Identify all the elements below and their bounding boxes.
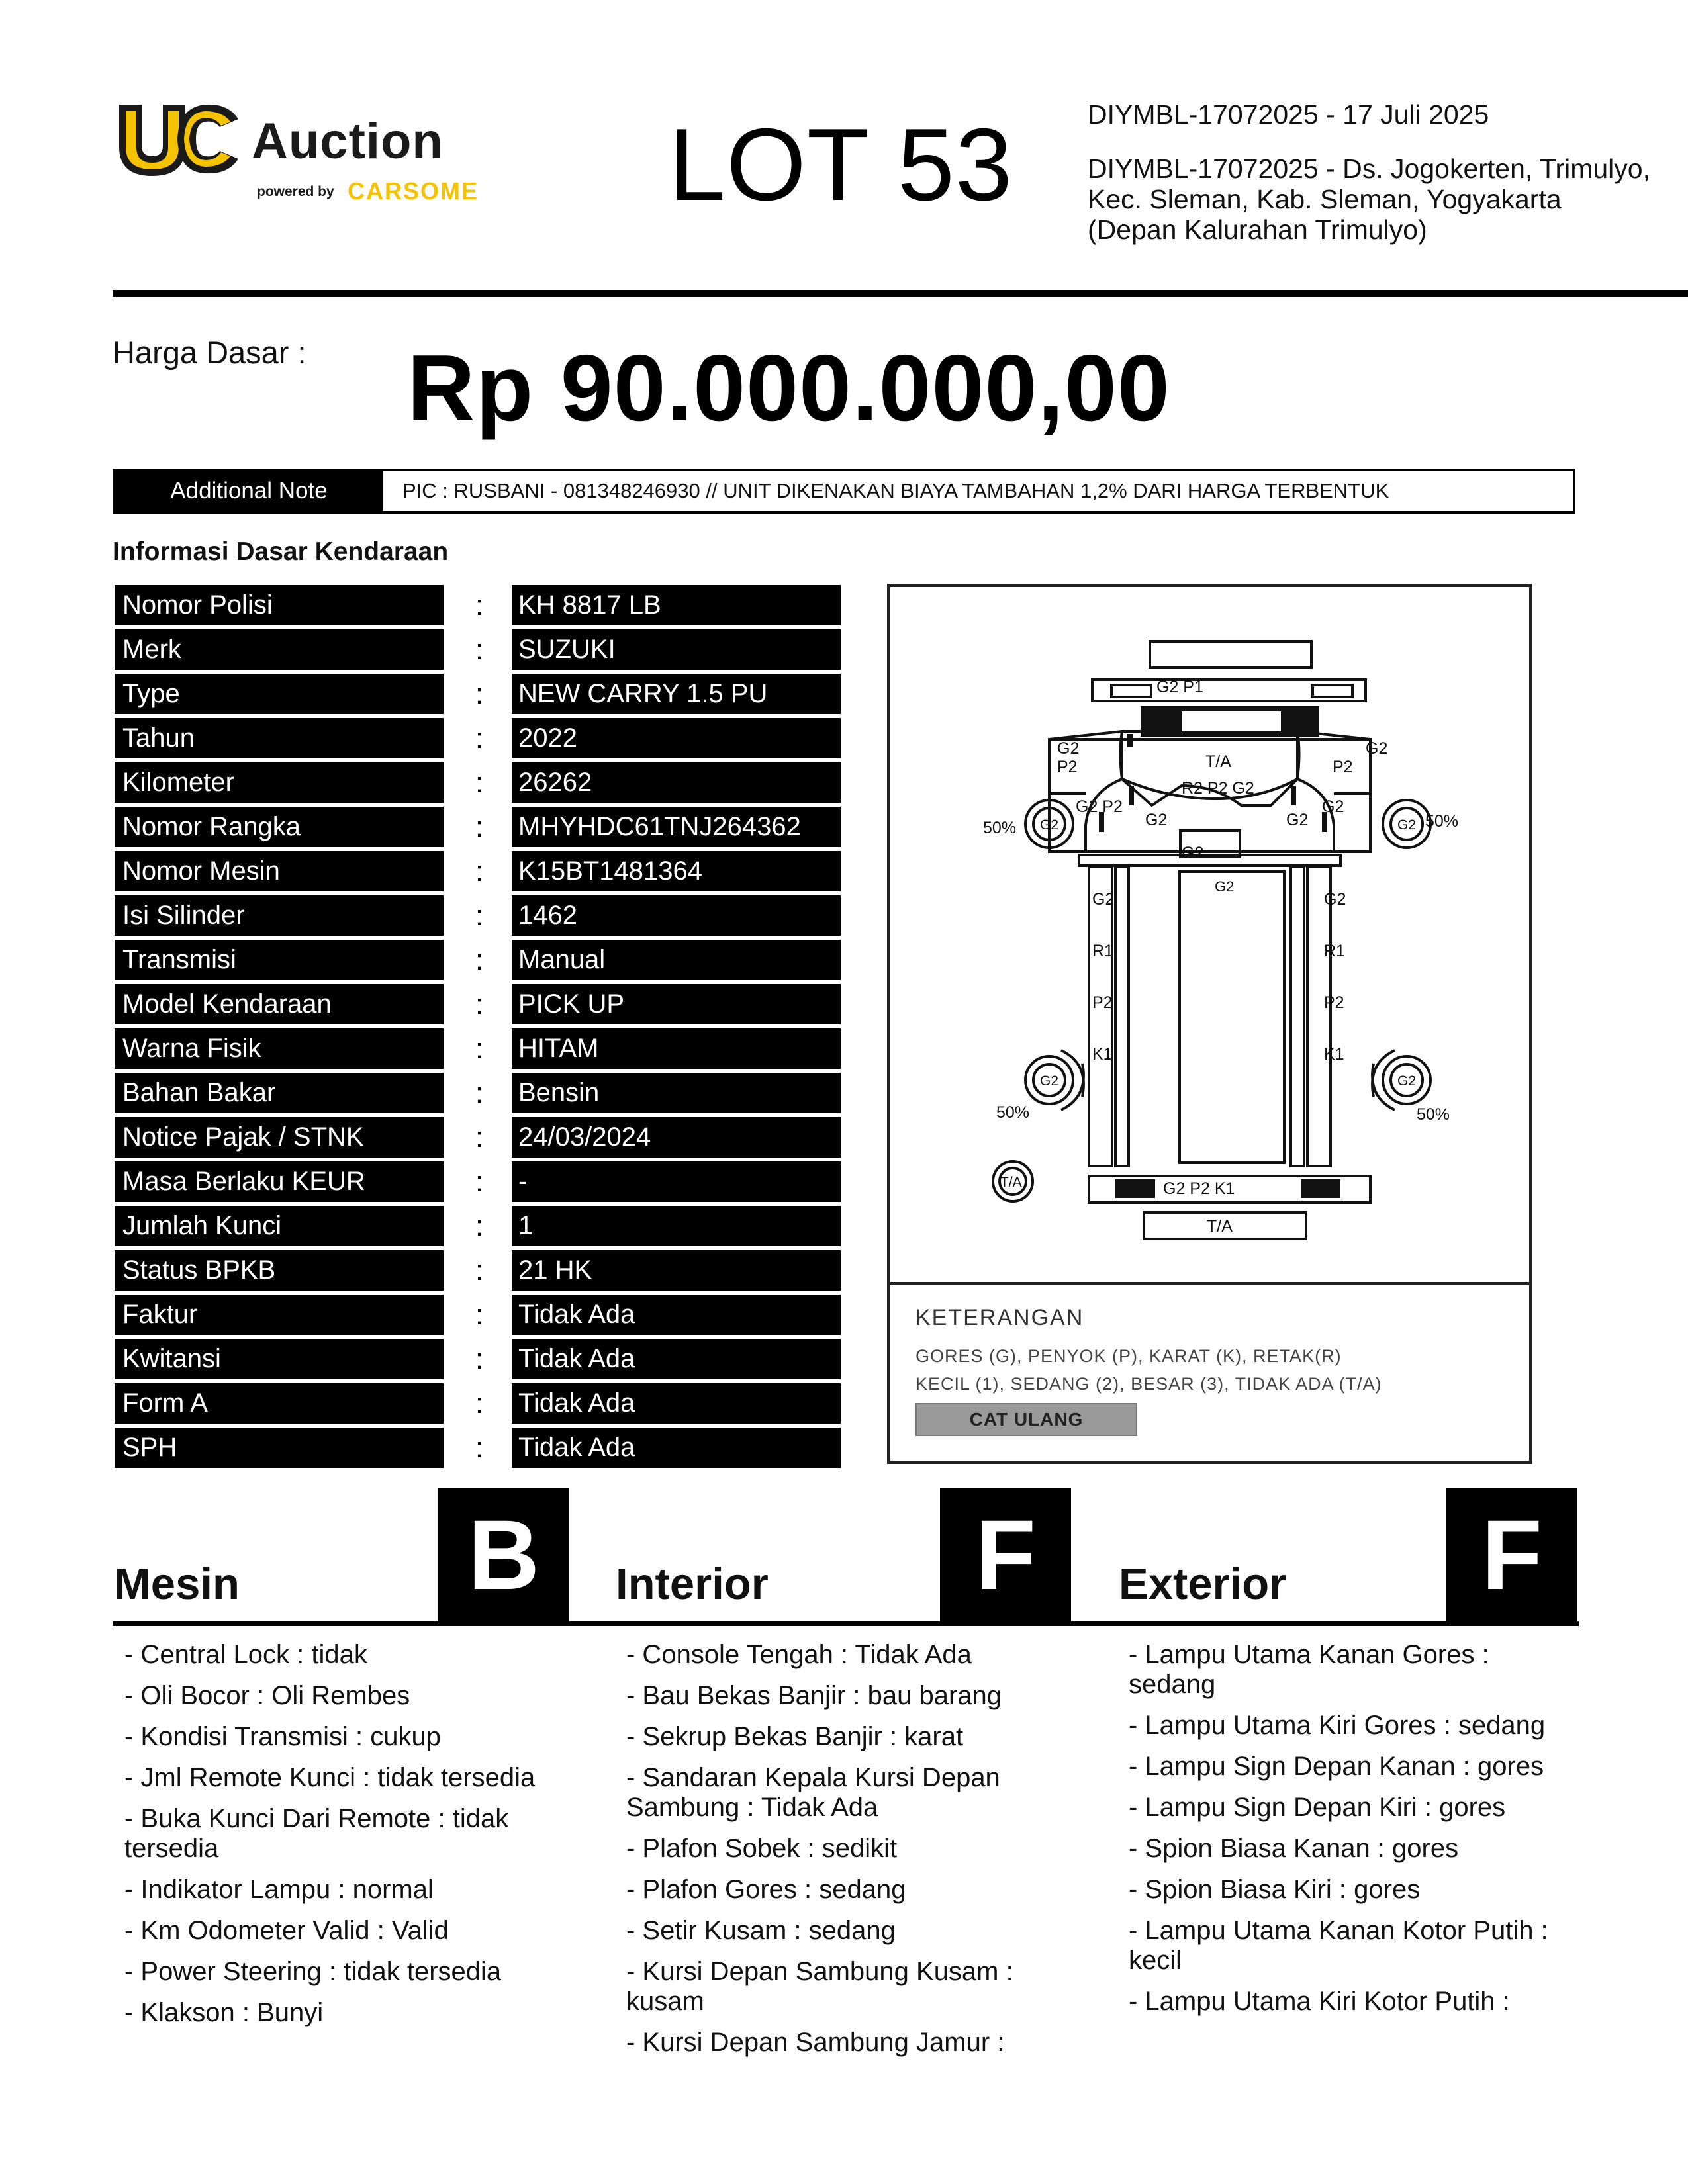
info-label: Kwitansi [115, 1339, 444, 1379]
header-divider [113, 290, 1688, 297]
info-row [115, 1339, 843, 1383]
info-row [115, 895, 843, 940]
info-label: Status BPKB [115, 1250, 444, 1291]
mesin-list-item: - Buka Kunci Dari Remote : tidak tersedia [124, 1804, 509, 1863]
info-row [115, 1161, 843, 1206]
exterior-list-item: - Lampu Utama Kiri Gores : sedang [1129, 1711, 1546, 1740]
info-row [115, 1206, 843, 1250]
mark-right-bed-k: K1 [1324, 1045, 1344, 1064]
info-colon: : [475, 1254, 484, 1287]
info-colon: : [475, 1343, 484, 1375]
mark-rear-bumper: G2 P2 K1 [1163, 1179, 1235, 1198]
lot-number: LOT 53 [669, 107, 1013, 222]
info-colon: : [475, 811, 484, 843]
info-label: Form A [115, 1383, 444, 1424]
event-location-note: (Depan Kalurahan Trimulyo) [1088, 214, 1427, 245]
mark-tire-pct-rr: 50% [1417, 1105, 1450, 1124]
pickup-truck-diagram [890, 587, 1529, 1282]
info-value: SUZUKI [512, 629, 841, 670]
info-value: 24/03/2024 [512, 1117, 841, 1158]
info-label: Faktur [115, 1295, 444, 1335]
info-value: MHYHDC61TNJ264362 [512, 807, 841, 847]
mesin-title: Mesin [114, 1559, 240, 1609]
mark-left-bed-p: P2 [1092, 993, 1113, 1012]
info-colon: : [475, 1210, 484, 1242]
diagram-legend [890, 1282, 1529, 1461]
info-label: Tahun [115, 718, 444, 758]
interior-list-item: - Plafon Gores : sedang [626, 1875, 906, 1904]
info-value: Manual [512, 940, 841, 980]
info-value: Tidak Ada [512, 1339, 841, 1379]
info-value: 26262 [512, 762, 841, 803]
info-row [115, 851, 843, 895]
info-label: Model Kendaraan [115, 984, 444, 1024]
interior-list-item: - Kursi Depan Sambung Kusam : kusam [626, 1957, 1013, 2016]
exterior-list-item: - Lampu Utama Kiri Kotor Putih : [1129, 1987, 1510, 2016]
interior-list-item: - Sekrup Bekas Banjir : karat [626, 1722, 964, 1751]
info-value: Tidak Ada [512, 1295, 841, 1335]
interior-list [626, 1640, 1063, 2069]
exterior-list-item: - Lampu Sign Depan Kanan : gores [1129, 1752, 1544, 1781]
info-value: KH 8817 LB [512, 585, 841, 625]
mark-rear-plate: T/A [1207, 1217, 1233, 1236]
info-colon: : [475, 722, 484, 754]
info-value: Bensin [512, 1073, 841, 1113]
legend-cat-ulang: CAT ULANG [915, 1403, 1137, 1436]
legend-line-damage-types: GORES (G), PENYOK (P), KARAT (K), RETAK(R) [915, 1346, 1342, 1366]
mesin-list-item: - Power Steering : tidak tersedia [124, 1957, 502, 1986]
exterior-list-item: - Lampu Utama Kanan Kotor Putih : kecil [1129, 1916, 1548, 1975]
mark-right-pillar: G2 [1286, 811, 1309, 829]
legend-line-severity: KECIL (1), SEDANG (2), BESAR (3), TIDAK ADA (T/A) [915, 1374, 1382, 1394]
mark-roof: R2 P2 G2 [1182, 779, 1254, 797]
info-label: Type [115, 674, 444, 714]
mark-left-fender-a: G2 [1057, 739, 1080, 758]
mesin-list-item: - Km Odometer Valid : Valid [124, 1916, 449, 1945]
info-colon: : [475, 944, 484, 976]
info-label: Nomor Mesin [115, 851, 444, 891]
info-colon: : [475, 678, 484, 710]
info-label: Nomor Polisi [115, 585, 444, 625]
info-value: HITAM [512, 1028, 841, 1069]
interior-grade: F [940, 1488, 1071, 1621]
interior-list-item: - Console Tengah : Tidak Ada [626, 1640, 972, 1669]
mesin-list-item: - Oli Bocor : Oli Rembes [124, 1681, 410, 1710]
mesin-list-item: - Central Lock : tidak [124, 1640, 367, 1669]
info-value: 2022 [512, 718, 841, 758]
mark-left-bed-g: G2 [1092, 890, 1115, 909]
info-colon: : [475, 589, 484, 621]
mesin-list-item: - Kondisi Transmisi : cukup [124, 1722, 441, 1751]
exterior-list-item: - Spion Biasa Kanan : gores [1129, 1834, 1459, 1863]
mark-spare-tire: T/A [1000, 1175, 1022, 1190]
info-row [115, 940, 843, 984]
sections-divider [113, 1621, 1579, 1626]
info-colon: : [475, 1077, 484, 1109]
uc-logo-mark [113, 99, 245, 179]
mark-tire-pct-fr: 50% [1425, 812, 1459, 831]
mark-tire-fl: G2 [1040, 817, 1059, 833]
exterior-list-item: - Lampu Utama Kanan Gores : sedang [1129, 1640, 1489, 1699]
interior-list-item: - Setir Kusam : sedang [626, 1916, 896, 1945]
logo-auction-text: Auction [252, 113, 444, 169]
mark-left-bed-r: R1 [1092, 942, 1113, 960]
info-label: SPH [115, 1428, 444, 1468]
info-row [115, 629, 843, 674]
info-row [115, 1428, 843, 1472]
mesin-grade: B [438, 1488, 569, 1621]
mark-right-fender-c: G2 [1322, 797, 1344, 816]
legend-title: KETERANGAN [915, 1305, 1084, 1330]
mesin-list-item: - Indikator Lampu : normal [124, 1875, 434, 1904]
info-label: Notice Pajak / STNK [115, 1117, 444, 1158]
exterior-title: Exterior [1119, 1559, 1287, 1609]
info-value: PICK UP [512, 984, 841, 1024]
info-label: Jumlah Kunci [115, 1206, 444, 1246]
info-colon: : [475, 1121, 484, 1154]
info-row [115, 1383, 843, 1428]
info-row [115, 1295, 843, 1339]
mark-right-bed-r: R1 [1324, 942, 1345, 960]
info-colon: : [475, 1387, 484, 1420]
interior-title: Interior [616, 1559, 769, 1609]
additional-note-label: Additional Note [115, 471, 383, 511]
info-colon: : [475, 1032, 484, 1065]
info-colon: : [475, 855, 484, 887]
info-row [115, 762, 843, 807]
car-damage-diagram [887, 584, 1532, 1464]
info-row [115, 807, 843, 851]
info-colon: : [475, 899, 484, 932]
info-label: Bahan Bakar [115, 1073, 444, 1113]
event-date: DIYMBL-17072025 - 17 Juli 2025 [1088, 99, 1489, 130]
uc-auction-logo [113, 99, 483, 218]
mark-bed-front: G2 [1215, 878, 1235, 895]
info-label: Warna Fisik [115, 1028, 444, 1069]
info-colon: : [475, 988, 484, 1021]
mark-left-bed-k: K1 [1092, 1045, 1113, 1064]
info-label: Masa Berlaku KEUR [115, 1161, 444, 1202]
mark-windshield: T/A [1205, 752, 1231, 771]
info-value: Tidak Ada [512, 1428, 841, 1468]
interior-list-item: - Plafon Sobek : sedikit [626, 1834, 898, 1863]
info-colon: : [475, 633, 484, 666]
exterior-list [1129, 1640, 1566, 2028]
info-label: Merk [115, 629, 444, 670]
info-label: Nomor Rangka [115, 807, 444, 847]
mesin-list-item: - Klakson : Bunyi [124, 1998, 324, 2027]
info-value: Tidak Ada [512, 1383, 841, 1424]
mark-tire-rl: G2 [1040, 1073, 1059, 1089]
logo-powered-by: powered by [257, 184, 334, 199]
info-row [115, 1117, 843, 1161]
additional-note [113, 469, 1575, 514]
mark-right-fender-b: P2 [1333, 758, 1353, 776]
mesin-list-item: - Jml Remote Kunci : tidak tersedia [124, 1763, 536, 1792]
info-value: 1 [512, 1206, 841, 1246]
mark-right-fender-a: G2 [1366, 739, 1388, 758]
info-row [115, 718, 843, 762]
info-colon: : [475, 766, 484, 799]
event-location: DIYMBL-17072025 - Ds. Jogokerten, Trimulyo, Kec. Sleman, Kab. Sleman, Yogyakarta [1088, 154, 1650, 214]
exterior-grade: F [1446, 1488, 1577, 1621]
info-row [115, 674, 843, 718]
info-row [115, 1028, 843, 1073]
info-value: NEW CARRY 1.5 PU [512, 674, 841, 714]
mark-right-bed-g: G2 [1324, 890, 1346, 909]
info-row [115, 984, 843, 1028]
mark-left-fender-c: G2 P2 [1076, 797, 1123, 816]
mark-left-fender-b: P2 [1057, 758, 1078, 776]
info-label: Kilometer [115, 762, 444, 803]
vehicle-info-table [115, 585, 843, 1472]
exterior-list-item: - Lampu Sign Depan Kiri : gores [1129, 1793, 1506, 1822]
info-value: K15BT1481364 [512, 851, 841, 891]
info-value: 21 HK [512, 1250, 841, 1291]
event-info [1088, 99, 1657, 245]
info-colon: : [475, 1298, 484, 1331]
mark-tire-pct-rl: 50% [996, 1103, 1030, 1122]
vehicle-info-title: Informasi Dasar Kendaraan [113, 537, 449, 566]
interior-list-item: - Bau Bekas Banjir : bau barang [626, 1681, 1002, 1710]
info-label: Isi Silinder [115, 895, 444, 936]
mark-top-bumper: G2 P1 [1156, 678, 1203, 696]
price-label: Harga Dasar : [113, 335, 306, 370]
mark-left-pillar: G2 [1145, 811, 1168, 829]
info-label: Transmisi [115, 940, 444, 980]
mark-tire-rr: G2 [1397, 1073, 1417, 1089]
additional-note-text: PIC : RUSBANI - 081348246930 // UNIT DIKENAKAN BIAYA TAMBAHAN 1,2% DARI HARGA TERBENTUK [402, 479, 1389, 502]
mark-tire-fr: G2 [1397, 817, 1417, 833]
info-value: 1462 [512, 895, 841, 936]
interior-list-item: - Kursi Depan Sambung Jamur : [626, 2028, 1005, 2057]
mesin-list [124, 1640, 561, 2039]
mark-right-bed-p: P2 [1324, 993, 1344, 1012]
logo-carsome: CARSOME [348, 177, 479, 205]
info-row [115, 1250, 843, 1295]
mark-tire-pct-fl: 50% [983, 819, 1017, 837]
exterior-list-item: - Spion Biasa Kiri : gores [1129, 1875, 1421, 1904]
info-row [115, 1073, 843, 1117]
price-value: Rp 90.000.000,00 [407, 336, 1170, 441]
info-colon: : [475, 1165, 484, 1198]
mark-cabin-center: G2 [1182, 844, 1204, 862]
interior-list-item: - Sandaran Kepala Kursi Depan Sambung : Tidak Ada [626, 1763, 1000, 1822]
info-row [115, 585, 843, 629]
info-colon: : [475, 1432, 484, 1464]
info-value: - [512, 1161, 841, 1202]
